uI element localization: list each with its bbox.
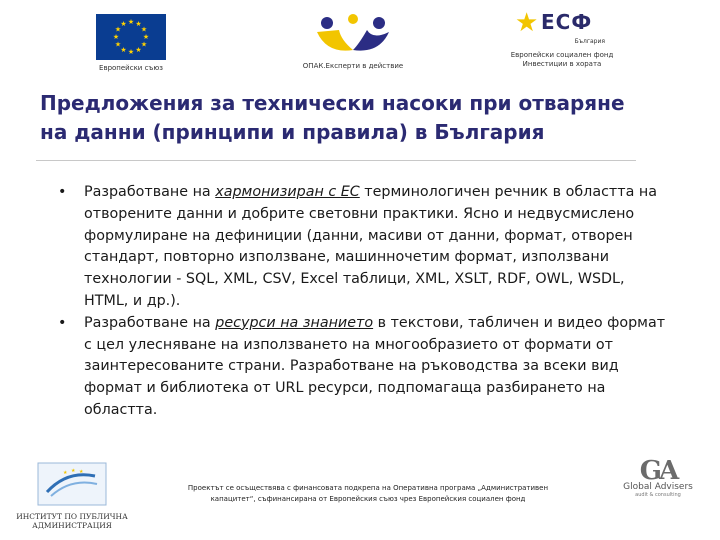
ga-subtitle: audit & consulting (635, 492, 681, 498)
ga-mark-icon: GA (639, 456, 677, 486)
bullet-item (58, 182, 668, 313)
bullet-marker: • (58, 314, 67, 331)
bullet-text-post: терминологичен речник в областта на отворените данни и добрите световни практики. Ясно и недвусмислено формулиране на дефиниции (данни, масиви от данни, формат, отворен стандарт, повторно използване, машинночетим формат, използвани технологии - SQL, XML, CSV, Excel таблици, XML, XSLT, RDF, OWL, WSDL, HTML, и др.). (84, 184, 658, 309)
svg-text:★: ★ (71, 468, 76, 474)
svg-text:★: ★ (135, 20, 142, 28)
esf-caption-line1: Европейски социален фонд (510, 51, 614, 59)
svg-text:★: ★ (114, 25, 122, 34)
esf-subtitle: България (574, 38, 605, 45)
esf-star-icon: ★ (515, 8, 539, 38)
bullet-text-pre: Разработване на (84, 314, 216, 331)
opak-logo (298, 14, 408, 70)
institute-logo (12, 462, 132, 536)
svg-text:★: ★ (142, 33, 150, 41)
institute-emblem-icon (37, 462, 107, 506)
svg-text:★: ★ (127, 48, 135, 56)
svg-text:★: ★ (114, 40, 122, 49)
svg-text:★: ★ (63, 470, 68, 476)
slide-title (40, 89, 680, 147)
bullet-emphasis: хармонизиран с ЕС (215, 184, 360, 200)
esf-caption-line2: Инвестиции в хората (522, 60, 602, 68)
bullet-item (58, 313, 668, 422)
funding-notice-line2: капацитет“, съфинансирана от Европейския съюз чрез Европейския социален фонд (210, 495, 526, 503)
svg-text:★: ★ (112, 33, 120, 41)
bullet-marker: • (58, 184, 67, 200)
institute-name-line2: АДМИНИСТРАЦИЯ (32, 521, 112, 530)
eu-caption: Европейски съюз (99, 64, 163, 72)
svg-text:★: ★ (140, 25, 148, 34)
svg-text:★: ★ (127, 18, 135, 26)
svg-text:★: ★ (135, 46, 142, 54)
title-line-2: на данни (принципи и правила) в България (40, 120, 545, 144)
opak-people-icon (313, 14, 393, 56)
esf-title: ЕСФ (541, 10, 593, 34)
ga-name: Global Advisers (623, 482, 693, 492)
svg-text:★: ★ (140, 40, 148, 49)
esf-logo (497, 8, 627, 82)
institute-name-line1: ИНСТИТУТ ПО ПУБЛИЧНА (16, 512, 128, 521)
svg-text:★: ★ (79, 469, 84, 475)
funding-notice (168, 483, 568, 505)
svg-text:★: ★ (120, 20, 127, 28)
bullet-text-post: в текстови, табличен и видео формат с цел улесняване на използването на многообразието от формати от заинтересованите страни. Разработване на ръководства за всеки вид формат и библиотека от URL ресурси, подпомагаща разбирането на областта. (84, 314, 666, 418)
eu-flag-icon (96, 14, 166, 60)
bullet-emphasis: ресурси на знанието (215, 314, 374, 331)
eu-logo (96, 14, 166, 78)
title-line-1: Предложения за технически насоки при отваряне (40, 91, 625, 115)
title-divider (36, 160, 636, 161)
bullet-list (58, 182, 668, 422)
opak-caption: ОПАК.Експерти в действие (302, 62, 404, 70)
global-advisers-logo (618, 456, 698, 516)
svg-text:★: ★ (120, 46, 127, 54)
funding-notice-line1: Проектът се осъществява с финансовата подкрепа на Оперативна програма „Административен (187, 484, 549, 492)
bullet-text-pre: Разработване на (84, 184, 216, 200)
